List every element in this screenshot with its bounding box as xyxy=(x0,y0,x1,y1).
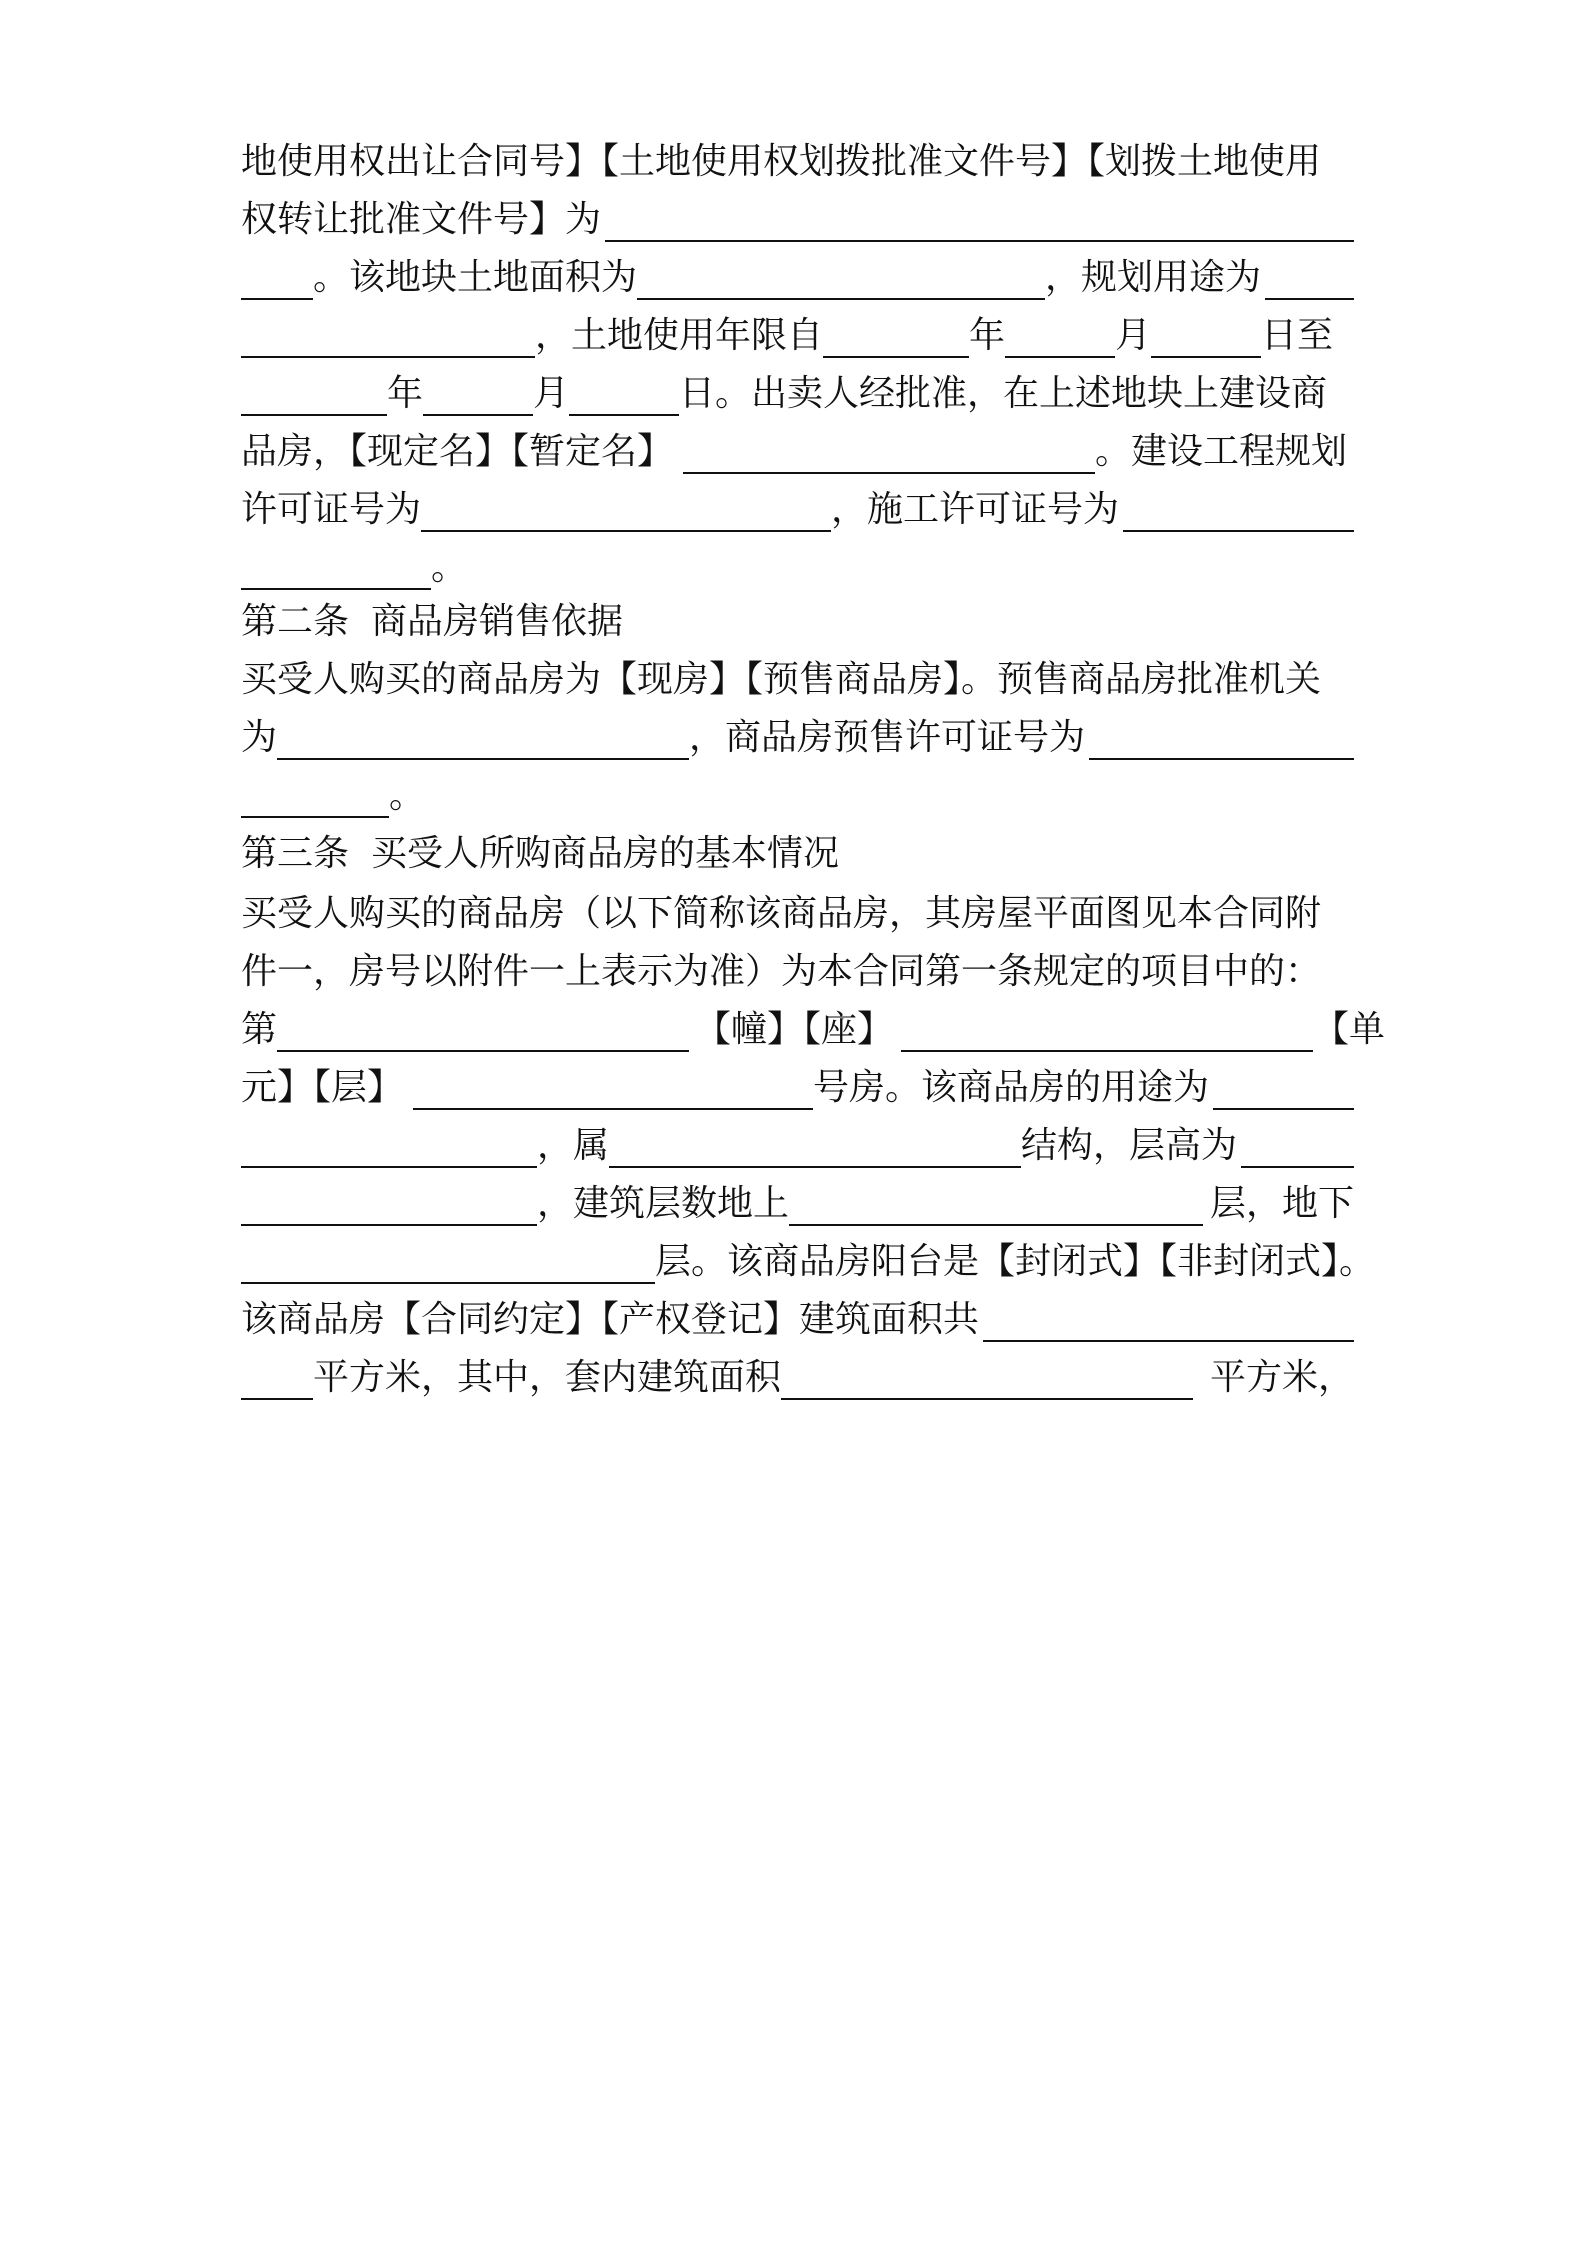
text-line: 年 xyxy=(969,315,1006,356)
text-line: 为 xyxy=(241,717,278,758)
text-line: 【单 xyxy=(1313,1009,1386,1050)
text-line: ，土地使用年限自 xyxy=(535,315,824,356)
paragraph-line xyxy=(241,530,1354,590)
paragraph-line xyxy=(241,414,1354,474)
paragraph-line xyxy=(241,642,1354,702)
text-line: 日至 xyxy=(1261,315,1334,356)
text-line: 权转让批准文件号】为 xyxy=(241,199,602,240)
text-line: ，属 xyxy=(537,1125,610,1166)
paragraph-line xyxy=(241,1224,1376,1284)
blank-field-house-use-cont[interactable] xyxy=(241,1126,537,1168)
text-line: 第 xyxy=(241,1009,278,1050)
blank-field-construction-permit[interactable] xyxy=(1123,490,1354,532)
blank-field-house-use[interactable] xyxy=(1213,1068,1354,1110)
blank-field-end-month[interactable] xyxy=(423,374,533,416)
blank-field-presale-permit-cont[interactable] xyxy=(241,776,389,818)
text-line: 年 xyxy=(387,373,424,414)
blank-field-presale-permit[interactable] xyxy=(1089,718,1354,760)
blank-field-floors-below[interactable] xyxy=(241,1242,655,1284)
paragraph-line xyxy=(241,472,1354,532)
blank-field-floors-above[interactable] xyxy=(789,1184,1203,1226)
blank-field-start-year[interactable] xyxy=(823,316,969,358)
paragraph-line xyxy=(241,1108,1354,1168)
text-line: 品房，【现定名】【暂定名】 xyxy=(241,431,674,472)
text-line: 该商品房【合同约定】【产权登记】建筑面积共 xyxy=(241,1299,980,1340)
blank-field-end-year[interactable] xyxy=(241,374,387,416)
article-title: 商品房销售依据 xyxy=(371,601,624,642)
text-line: 。 xyxy=(389,775,426,816)
text-line: 。该地块土地面积为 xyxy=(313,257,638,298)
text-line: 层。该商品房阳台是【封闭式】【非封闭式】。 xyxy=(655,1241,1376,1282)
blank-field-structure[interactable] xyxy=(609,1126,1021,1168)
text-line: ，施工许可证号为 xyxy=(831,489,1120,530)
blank-field-building-area-cont[interactable] xyxy=(241,1358,313,1400)
text-line: 日。出卖人经批准，在上述地块上建设商 xyxy=(679,373,1328,414)
paragraph-line xyxy=(241,1282,1354,1342)
blank-field-land-doc-number-cont[interactable] xyxy=(241,258,313,300)
text-line: 买受人购买的商品房为【现房】【预售商品房】。预售商品房批准机关 xyxy=(241,659,1322,700)
text-line: 许可证号为 xyxy=(241,489,422,530)
text-line: 。建设工程规划 xyxy=(1095,431,1348,472)
text-line: 【幢】【座】 xyxy=(695,1009,894,1050)
text-line: 结构，层高为 xyxy=(1021,1125,1238,1166)
text-line: 件一，房号以附件一上表示为准）为本合同第一条规定的项目中的： xyxy=(241,951,1322,992)
paragraph-line xyxy=(241,700,1354,760)
blank-field-project-name[interactable] xyxy=(683,432,1095,474)
text-line: 月 xyxy=(533,373,570,414)
text-line: 号房。该商品房的用途为 xyxy=(813,1067,1210,1108)
text-line: 平方米，其中，套内建筑面积 xyxy=(313,1357,782,1398)
blank-field-floor-height-cont[interactable] xyxy=(241,1184,537,1226)
paragraph-line xyxy=(241,1166,1354,1226)
paragraph-line xyxy=(241,240,1354,300)
text-line: 平方米， xyxy=(1209,1357,1354,1398)
text-line: 买受人购买的商品房（以下简称该商品房，其房屋平面图见本合同附 xyxy=(241,893,1322,934)
blank-field-floor[interactable] xyxy=(413,1068,813,1110)
blank-field-land-area[interactable] xyxy=(637,258,1045,300)
blank-field-end-day[interactable] xyxy=(569,374,679,416)
text-line: 元】【层】 xyxy=(241,1067,404,1108)
paragraph-line xyxy=(241,992,1386,1052)
text-line: ，建筑层数地上 xyxy=(537,1183,790,1224)
text-line: 月 xyxy=(1115,315,1152,356)
blank-field-inner-area[interactable] xyxy=(781,1358,1193,1400)
paragraph-line xyxy=(241,298,1354,358)
blank-field-planned-use-cont[interactable] xyxy=(241,316,535,358)
blank-field-planning-permit[interactable] xyxy=(421,490,831,532)
article-heading xyxy=(241,584,1354,644)
paragraph-line xyxy=(241,876,1354,936)
article-heading xyxy=(241,816,1354,876)
text-line: 。 xyxy=(431,547,468,588)
text-line: 层，地下 xyxy=(1209,1183,1354,1224)
blank-field-unit[interactable] xyxy=(901,1010,1313,1052)
paragraph-line xyxy=(241,934,1354,994)
text-line: 地使用权出让合同号】【土地使用权划拨批准文件号】【划拨土地使用 xyxy=(241,141,1322,182)
text-line: ，商品房预售许可证号为 xyxy=(689,717,1086,758)
paragraph-line xyxy=(241,124,1354,184)
blank-field-planned-use[interactable] xyxy=(1265,258,1354,300)
blank-field-start-month[interactable] xyxy=(1005,316,1115,358)
blank-field-building-area[interactable] xyxy=(983,1300,1354,1342)
paragraph-line xyxy=(241,356,1354,416)
blank-field-land-doc-number[interactable] xyxy=(605,200,1354,242)
paragraph-line xyxy=(241,1050,1354,1110)
article-number: 第二条 xyxy=(241,601,350,642)
paragraph-line xyxy=(241,182,1354,242)
blank-field-building[interactable] xyxy=(277,1010,689,1052)
blank-field-floor-height[interactable] xyxy=(1241,1126,1354,1168)
text-line: ，规划用途为 xyxy=(1045,257,1262,298)
paragraph-line xyxy=(241,758,1354,818)
blank-field-start-day[interactable] xyxy=(1151,316,1261,358)
article-number: 第三条 xyxy=(241,833,350,874)
blank-field-approval-authority[interactable] xyxy=(277,718,689,760)
paragraph-line xyxy=(241,1340,1354,1400)
article-title: 买受人所购商品房的基本情况 xyxy=(371,833,840,874)
